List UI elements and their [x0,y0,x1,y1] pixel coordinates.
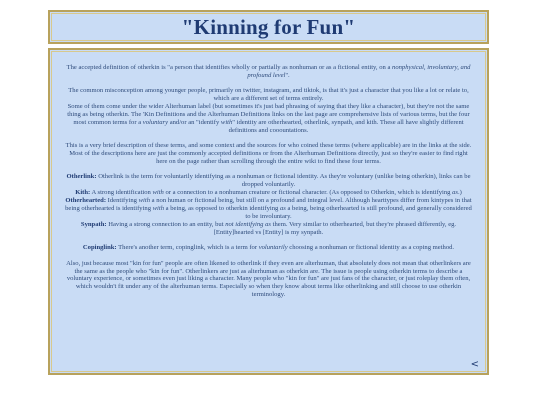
intro-text-end: ". [285,71,290,79]
copinglink-label: Copinglink: [82,244,117,252]
kith-text-3: .) [457,189,462,197]
copinglink-text-2: choosing a nonhuman or fictional identity as a coping method. [287,244,455,252]
kin-definitions-link[interactable]: Kin Definitions [144,111,186,119]
otherlink-label: Otherlink: [66,173,97,181]
otherhearted-emphasis-2: with [152,205,165,213]
otherhearted-emphasis-3: as [279,205,286,213]
copinglink-text: There's another term, copinglink, which is a term for [116,244,259,252]
synpath-emphasis: not identifying as [225,220,271,228]
kith-emphasis-2: as [452,189,458,197]
voluntary-emphasis: voluntary [142,118,169,126]
alterhuman-definitions-link[interactable]: Alterhuman Definitions [207,111,271,119]
otherhearted-text-4: a being, being otherhearted is still profound, and generally considered to be involuntary. [245,205,472,220]
intro-text: The accepted definition of otherkin is "a person that identifies wholly or partially as nonhuman or as a fictional entity, on a [66,64,393,71]
back-arrow-icon[interactable]: < [470,359,479,371]
kith-definition [64,189,473,197]
synpath-text-2: them. Very similar to otherhearted, but they're phrased differently, eg. [Entity]hearted vs [Entity] is my synpath. [213,220,457,236]
alterhuman-text-5: " identity are otherhearted, otherlink, synpath, and kith. These all have slightly different definitions and cooountations. [228,118,464,134]
otherhearted-emphasis: with [138,197,150,205]
misconception-text: The common misconception among younger people, primarily on twitter, instagram, and tiktok, is that it's just a character that you like a lot or relate to, which are a different set of terms entirely. [68,87,469,103]
otherhearted-definition [64,197,473,221]
otherlink-definition [64,173,473,189]
copinglink-emphasis: voluntarily [258,244,288,252]
alterhuman-text-3: links on the last page are comprehensive lists of various terms, but the four most common terms for a [73,111,470,126]
alterhuman-text-2: and the [185,111,208,119]
synpath-text: Having a strong connection to an entity, but [106,220,226,228]
page-title: "Kinning for Fun" [181,14,356,39]
otherhearted-text-3: a being, as opposed to otherkin identifying [164,205,280,213]
intro-paragraph [64,64,473,80]
otherhearted-label: Otherhearted: [65,197,107,205]
copinglink-definition [64,244,473,252]
otherlink-text: Otherlink is the term for voluntarily identifying as a nonhuman or fictional identity. As they're voluntary (unlike being otherkin), links can be dropped voluntarily. [96,173,471,189]
misconception-paragraph [64,87,473,103]
synpath-definition [64,221,473,237]
kith-emphasis: with [152,189,164,197]
kith-text: A strong identification [90,189,153,197]
otherhearted-text: Identifying [106,197,139,205]
content-panel [48,48,489,375]
synpath-label: Synpath: [80,220,107,228]
closing-paragraph: Also, just because most "kin for fun" people are often likened to otherlink if they even are alterhuman, that absolutely does not mean that otherlinkers are the same as the people who "kin for fun". Otherlinkers are just as alterhuman as otherkin are. The issue is people using otherkin terms to describe a voluntary experience, or sometimes even just liking a character. Many people who "kin for fun" are just fans of the character, or just roleplay them often, which wouldn't fit under any of the alterhuman terms. Especially so when they know about terms like otherlinking and still choose to use otherkin terminology. [66,259,471,299]
title-panel [48,10,489,44]
kith-text-2: or a connection to a nonhuman creature or fictional character. (As opposed to Otherkin, which is identifying [163,189,453,197]
alterhuman-text-4: and/or an "identify [168,118,221,126]
kith-label: Kith: [75,189,91,197]
with-emphasis: with [220,118,233,126]
description-paragraph: This is a very brief description of these terms, and some context and the sources for who coined these terms (where applicable) are in the links at the side. Most of the descriptions here are just the commonly accepted definitions or from the Alterhuman Definitions directly, just so they're easier to find right here on the page rather than scrolling through the entire wiki to find these four terms. [65,142,472,166]
alterhuman-text: Some of them come under the wider Alterhuman label (but sometimes it's just bad phrasing of saying that they like a character), but they're not the same thing as being otherkin. The ' [67,103,470,119]
alterhuman-paragraph [64,103,473,135]
intro-emphasis: nonphysical, involuntary, and profound level [247,64,471,79]
otherhearted-text-2: a non human or fictional being, but still on a profound and integral level. Although hearttypes differ from kintypes in that being otherhearted is identifying [65,197,472,213]
